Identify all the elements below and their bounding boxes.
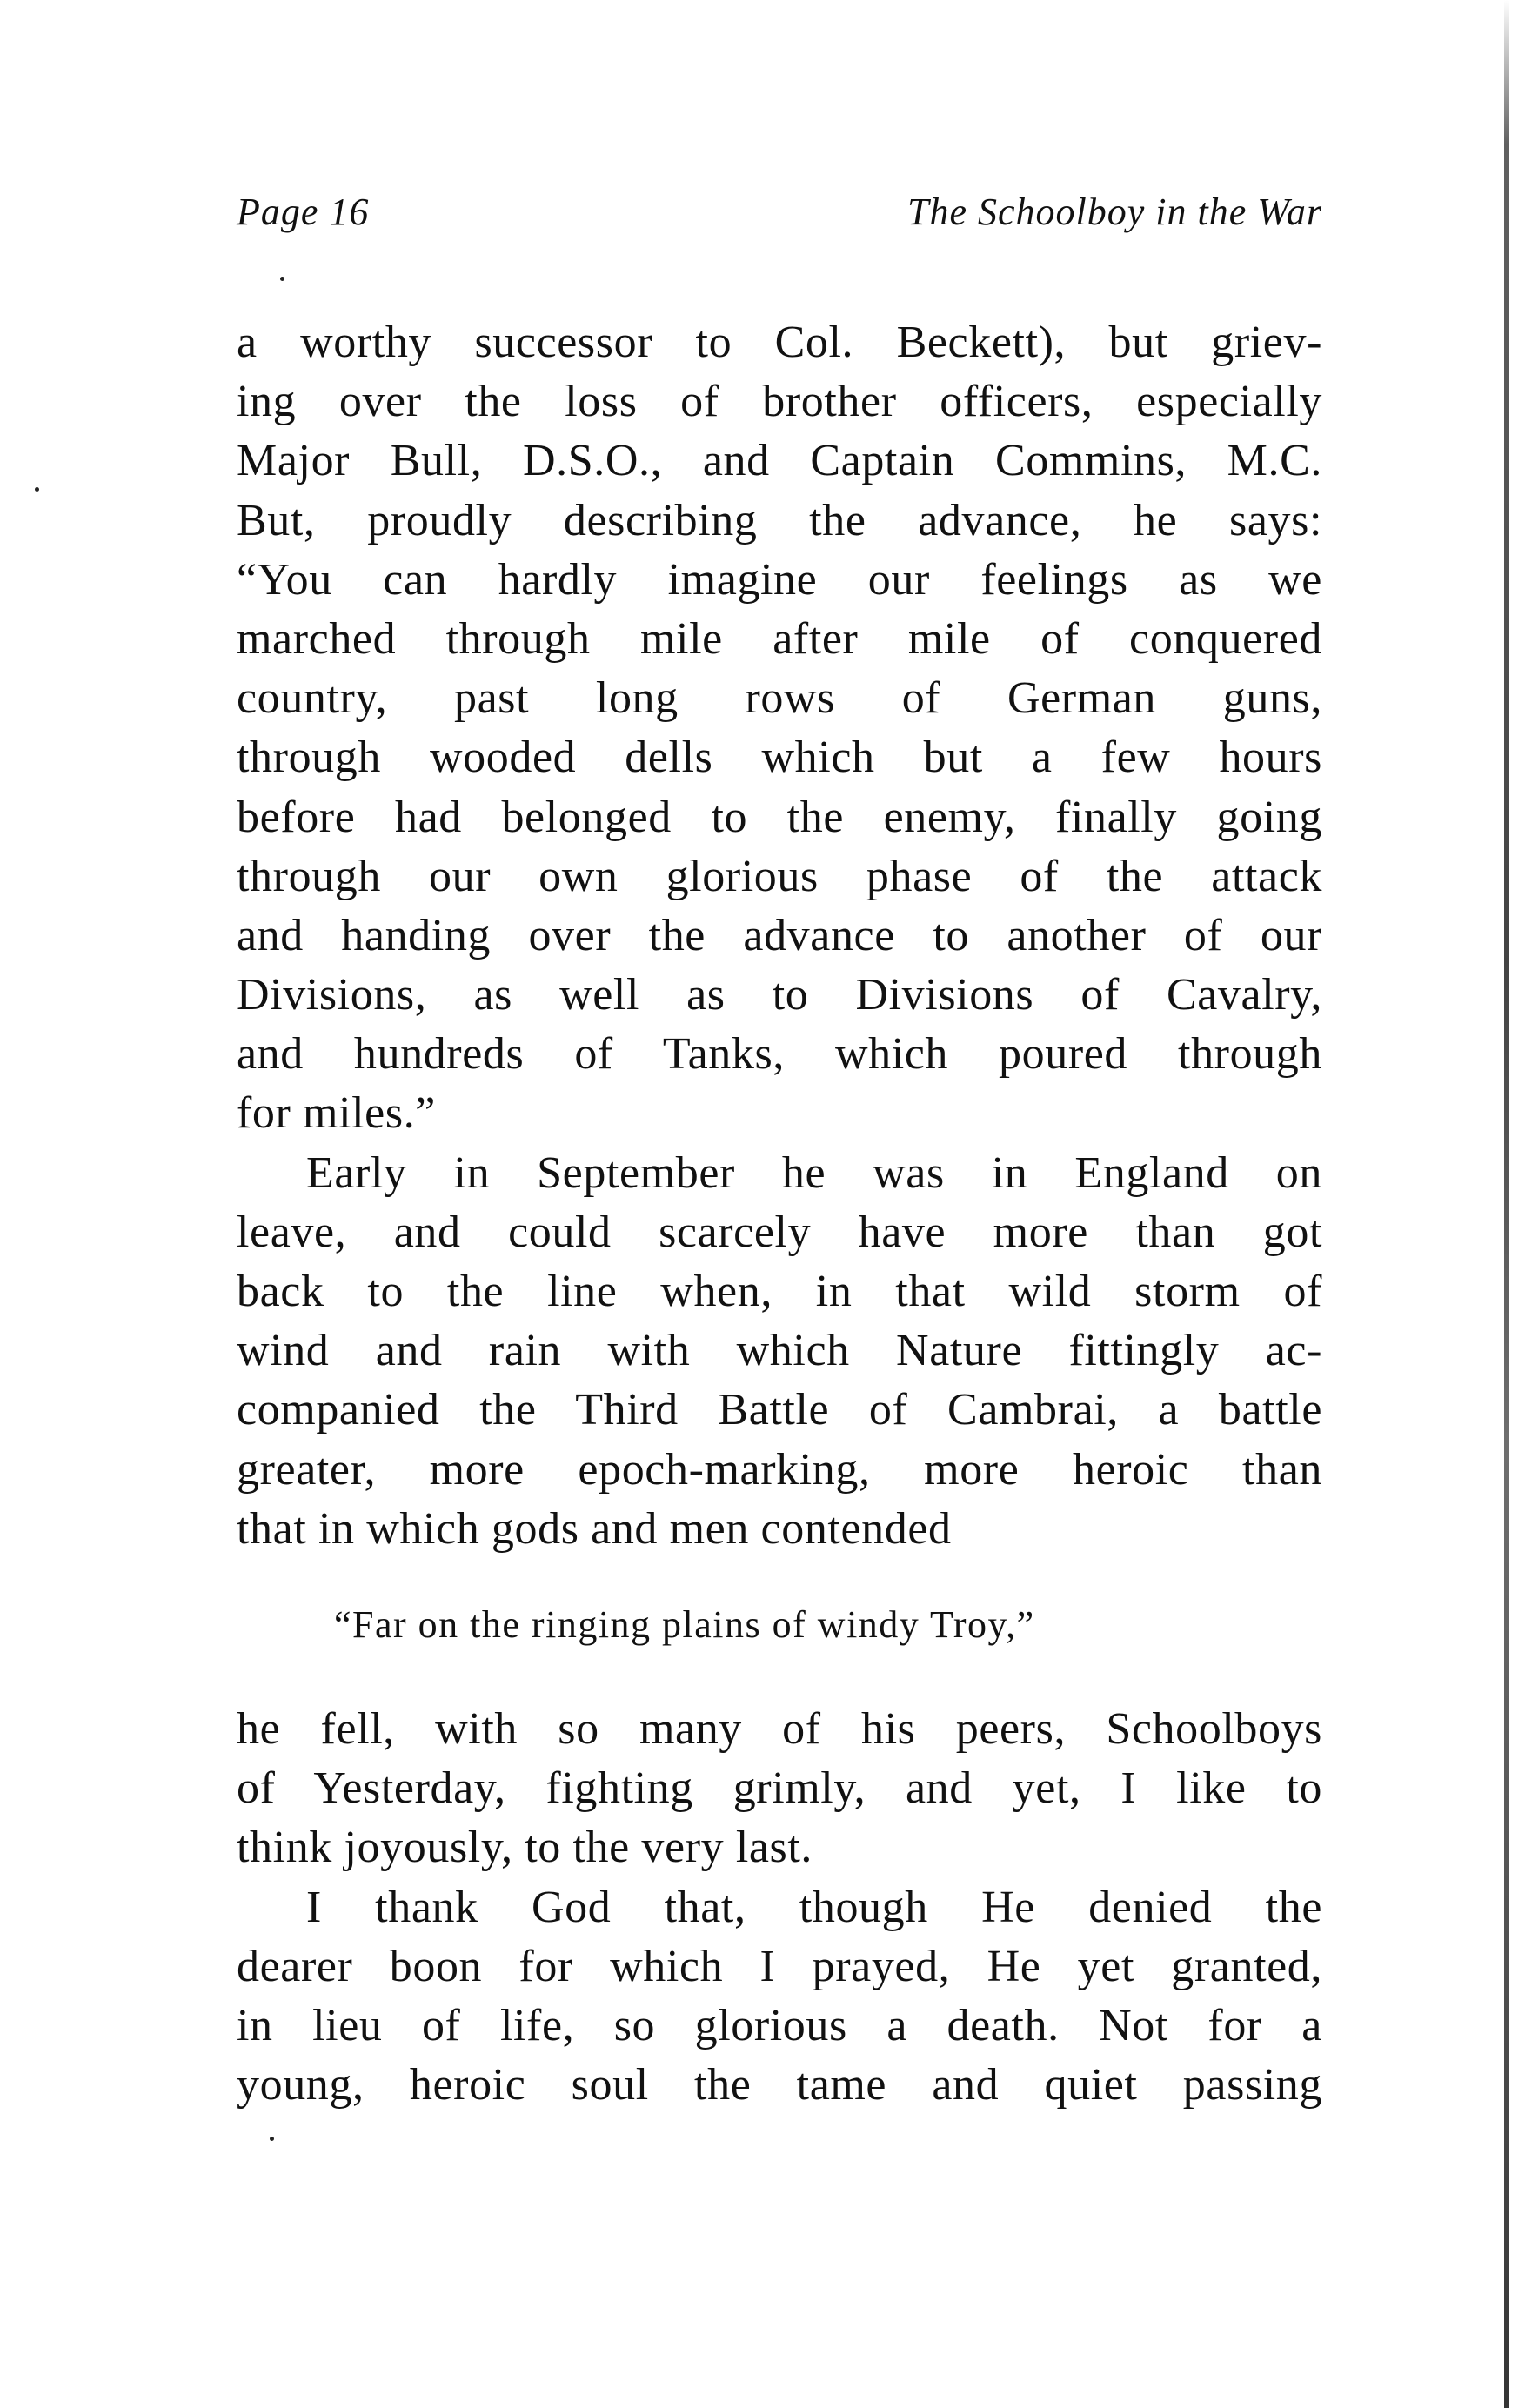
text-line: leave, and could scarcely have more than got [237, 1207, 1322, 1257]
body-text-top [237, 313, 1322, 1559]
text-line: country, past long rows of German guns, [237, 673, 1322, 724]
text-line: before had belonged to the enemy, finally going [237, 792, 1322, 842]
running-head [237, 190, 1322, 251]
text-line: young, heroic soul the tame and quiet passing [237, 2060, 1322, 2110]
text-line: for miles.” [237, 1088, 436, 1139]
text-line: through wooded dells which but a few hours [237, 732, 1322, 783]
book-title: The Schoolboy in the War [907, 191, 1322, 233]
scan-speck [280, 277, 284, 281]
text-line: and handing over the advance to another of our [237, 910, 1322, 960]
scan-speck [35, 487, 39, 492]
text-line: of Yesterday, fighting grimly, and yet, I like to [237, 1763, 1322, 1814]
body-text-bottom [237, 1700, 1322, 2115]
text-line: “You can hardly imagine our feelings as we [237, 554, 1322, 605]
text-line: and hundreds of Tanks, which poured through [237, 1029, 1322, 1080]
text-line: But, proudly describing the advance, he says: [237, 495, 1322, 545]
page-number: Page 16 [237, 191, 370, 233]
text-line: in lieu of life, so glorious a death. Not for a [237, 2000, 1322, 2050]
text-line: Early in September he was in England on [306, 1147, 1322, 1198]
text-line: wind and rain with which Nature fittingly ac- [237, 1326, 1322, 1376]
text-line: Major Bull, D.S.O., and Captain Commins, M.C. [237, 436, 1322, 486]
text-line: through our own glorious phase of the attack [237, 851, 1322, 901]
text-line: ing over the loss of brother officers, especially [237, 377, 1322, 427]
text-line: think joyously, to the very last. [237, 1823, 813, 1873]
text-line: he fell, with so many of his peers, Schoolboys [237, 1704, 1322, 1754]
text-line: back to the line when, in that wild storm of [237, 1267, 1322, 1316]
text-line: greater, more epoch-marking, more heroic than [237, 1444, 1322, 1495]
scan-speck [270, 2137, 274, 2141]
text-line: Divisions, as well as to Divisions of Cavalry, [237, 970, 1322, 1020]
text-line: companied the Third Battle of Cambrai, a battle [237, 1385, 1322, 1435]
verse-quotation: “Far on the ringing plains of windy Troy,” [334, 1603, 1035, 1646]
text-line: dearer boon for which I prayed, He yet granted, [237, 1941, 1322, 1991]
text-line: I thank God that, though He denied the [306, 1882, 1322, 1932]
text-line: a worthy successor to Col. Beckett), but griev- [237, 318, 1322, 367]
text-line: marched through mile after mile of conquered [237, 613, 1322, 664]
text-line: that in which gods and men contended [237, 1503, 952, 1554]
page-edge-shadow [1504, 0, 1509, 2408]
